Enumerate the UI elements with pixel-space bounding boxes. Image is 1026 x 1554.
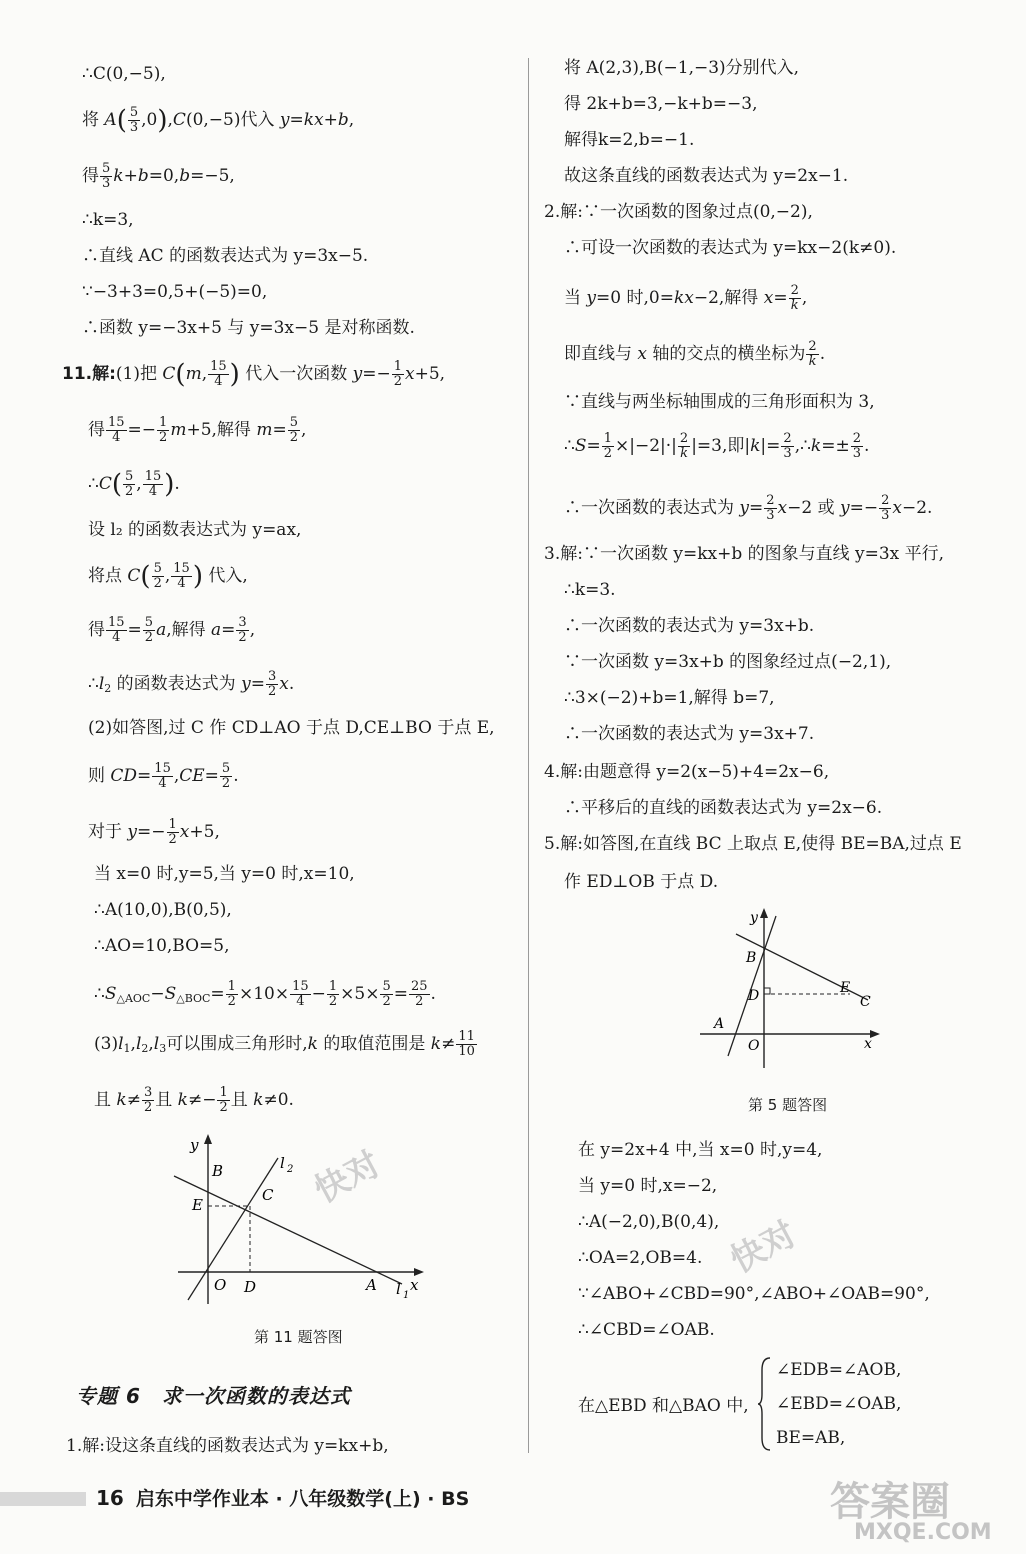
line-r9: ∴S= $\frac{1}{2}$ ×|−2|·| $\frac{2}{k}$ |=3,即|k|= $\frac{2}{3}$ ,∴k=± $\frac{2}{3}$ . [564,431,870,461]
line-r5: 2.解:∵一次函数的图象过点(0,−2), [544,202,813,222]
system-line-1: ∠EDB=∠AOB, [776,1360,902,1380]
line-r17: ∴平移后的直线的函数表达式为 y=2x−6. [564,798,883,818]
line-symmetric-conclusion: ∴函数 y=−3x+5 与 y=3x−5 是对称函数. [82,318,415,338]
line-r4: 故这条直线的函数表达式为 y=2x−1. [564,166,849,186]
line-C-point: ∴C( $\frac{5}{2}$ , $\frac{15}{4}$ ). [88,469,180,500]
watermark-kuaidui-1: 快对 [308,1143,388,1212]
line-r23: ∴OA=2,OB=4. [578,1248,703,1268]
line-intercepts: 当 x=0 时,y=5,当 y=0 时,x=10, [94,864,355,884]
line-r7: 当 y=0 时,0=kx−2,解得 x= $\frac{2}{k}$ , [564,283,808,313]
fig11-label-A: A [366,1276,377,1294]
fig11-label-E: E [192,1196,203,1214]
page-number: 16 [96,1486,124,1510]
line-r3: 解得k=2,b=−1. [564,130,695,150]
fig5-label-D: D [748,988,760,1004]
line-r11: ∴k=3. [564,580,616,600]
line-r24: ∵∠ABO+∠CBD=90°,∠ABO+∠OAB=90°, [578,1284,930,1304]
fig5-line-AB [728,916,776,1056]
fig11-label-B: B [212,1162,224,1180]
fig5-label-C: C [860,994,871,1010]
book-title: 启东中学作业本 · 八年级数学(上) · BS [135,1488,470,1510]
line-equations: 得 $\frac{5}{3}$ k+b=0,b=−5, [82,161,235,191]
fig11-label-D: D [244,1278,257,1296]
fig11-label-x: x [410,1276,419,1294]
fig5-y-arrow [760,908,768,918]
system-line-2: ∠EBD=∠OAB, [776,1394,902,1414]
fig5-label-E: E [840,980,851,996]
line-r8: ∵直线与两坐标轴围成的三角形面积为 3, [564,392,875,412]
fig11-caption: 第 11 题答图 [254,1328,343,1346]
system-brace [758,1356,772,1452]
line-r9b: ∴一次函数的表达式为 y= $\frac{2}{3}$ x−2 或 y=− $\frac{2}{3}$ x−2. [564,493,933,523]
fig11-label-l2-sub: 2 [287,1164,294,1175]
fig11-diagram [170,1132,430,1312]
fig11-label-y: y [190,1136,199,1154]
line-r10: 3.解:∵一次函数 y=kx+b 的图象与直线 y=3x 平行, [544,544,945,564]
system-line-3: BE=AB, [776,1428,846,1448]
line-r15: ∴一次函数的表达式为 y=3x+7. [564,724,815,744]
line-r7b: 即直线与 x 轴的交点的横坐标为 $\frac{2}{k}$ . [564,339,826,369]
line-r18: 5.解:如答图,在直线 BC 上取点 E,使得 BE=BA,过点 E [544,834,962,854]
fig5-right-angle [764,988,770,994]
fig11-label-l1: l [396,1280,401,1298]
fig11-label-l2: l [280,1154,285,1172]
watermark-daanquan: 答案圈 [830,1479,950,1525]
line-r16: 4.解:由题意得 y=2(x−5)+4=2x−6, [544,762,830,782]
line-part3: $(3)l_1,l_2,l_3$可以围成三角形时,k 的取值范围是 k≠ $\frac{11}{10}$ [94,1029,475,1059]
fig5-label-O: O [748,1038,760,1054]
fig5-diagram [690,906,890,1076]
footer-bar [0,1492,86,1506]
fig5-label-A: A [714,1016,725,1032]
fig5-label-B: B [746,950,757,966]
q11-label: 11.解: [62,364,116,384]
line-sum-check: ∵−3+3=0,5+(−5)=0, [82,282,268,302]
line-k3: ∴k=3, [82,210,134,230]
line-r6: ∴可设一次函数的表达式为 y=kx−2(k≠0). [564,238,897,258]
line-C-coord: ∴C(0,−5), [82,64,166,84]
line-set-l2: 设 l₂ 的函数表达式为 y=ax, [88,520,302,540]
fig5-label-x: x [864,1036,872,1052]
fig11-label-C: C [262,1186,274,1204]
line-r19: 作 ED⊥OB 于点 D. [564,872,719,892]
fig11-y-arrow [204,1134,212,1144]
column-divider [528,58,529,1453]
line-q1: 1.解:设这条直线的函数表达式为 y=kx+b, [66,1436,389,1456]
watermark-mxqe: MXQE.COM [854,1520,992,1545]
line-AO-BO: ∴AO=10,BO=5, [94,936,230,956]
watermark-kuaidui-2: 快对 [724,1213,804,1282]
topic-heading: 专题 6 求一次函数的表达式 [76,1384,351,1408]
fig11-x-arrow [414,1268,424,1276]
fig5-label-y: y [750,910,758,926]
fig5-caption: 第 5 题答图 [748,1096,828,1114]
line-r21: 当 y=0 时,x=−2, [578,1176,718,1196]
line-substitute-C: 将点 C( $\frac{5}{2}$ , $\frac{15}{4}$ ) 代入, [88,561,248,592]
line-r14: ∴3×(−2)+b=1,解得 b=7, [564,688,775,708]
line-r22: ∴A(−2,0),B(0,4), [578,1212,720,1232]
line-for-y: 对于 y=− $\frac{1}{2}$ x+5, [88,817,220,847]
line-r12: ∴一次函数的表达式为 y=3x+b. [564,616,815,636]
line-l2-expr: $\therefore l_2$ 的函数表达式为 y= $\frac{3}{2}$ x. [88,669,295,699]
line-r20: 在 y=2x+4 中,当 x=0 时,y=4, [578,1140,823,1160]
line-CD-CE: 则 CD= $\frac{15}{4}$ ,CE= $\frac{5}{2}$ . [88,761,239,791]
line-AB: ∴A(10,0),B(0,5), [94,900,232,920]
line-r2: 得 2k+b=3,−k+b=−3, [564,94,758,114]
page-footer [96,1484,469,1511]
line-substitute-AC: 将 A( $\frac{5}{3}$ ,0),C(0,−5)代入 y=kx+b, [82,105,355,136]
line-part3-cont: 且 k≠ $\frac{3}{2}$ 且 k≠− $\frac{1}{2}$ 且 k≠0. [94,1085,294,1115]
line-AC-expr: ∴直线 AC 的函数表达式为 y=3x−5. [82,246,369,266]
line-solve-m: 得 $\frac{15}{4}$ =− $\frac{1}{2}$ m+5,解得 m= $\frac{5}{2}$ , [88,415,307,445]
line-area-diff: $\therefore S_{\triangle AOC}-S_{\triangle BOC}=$ $\frac{1}{2}$ ×10× $\frac{15}{4}$ − $\frac{1}{2}$ ×5× $\frac{5}{2}$ = $\frac{25}{2}$ . [94,979,436,1009]
line-r1: 将 A(2,3),B(−1,−3)分别代入, [564,58,800,78]
line-r26: 在△EBD 和△BAO 中, [578,1396,749,1416]
line-solve-a: 得 $\frac{15}{4}$ = $\frac{5}{2}$ a,解得 a= $\frac{3}{2}$ , [88,615,256,645]
fig11-line-l2 [188,1158,278,1300]
line-r25: ∴∠CBD=∠OAB. [578,1320,715,1340]
line-part2: (2)如答图,过 C 作 CD⊥AO 于点 D,CE⊥BO 于点 E, [88,718,495,738]
line-r13: ∵一次函数 y=3x+b 的图象经过点(−2,1), [564,652,892,672]
q11-part1: 11.解:(1)把 C(m, $\frac{15}{4}$ ) 代入一次函数 y=− $\frac{1}{2}$ x+5, [62,359,446,390]
fig11-label-O: O [214,1276,227,1294]
fig11-label-l1-sub: 1 [403,1290,410,1301]
